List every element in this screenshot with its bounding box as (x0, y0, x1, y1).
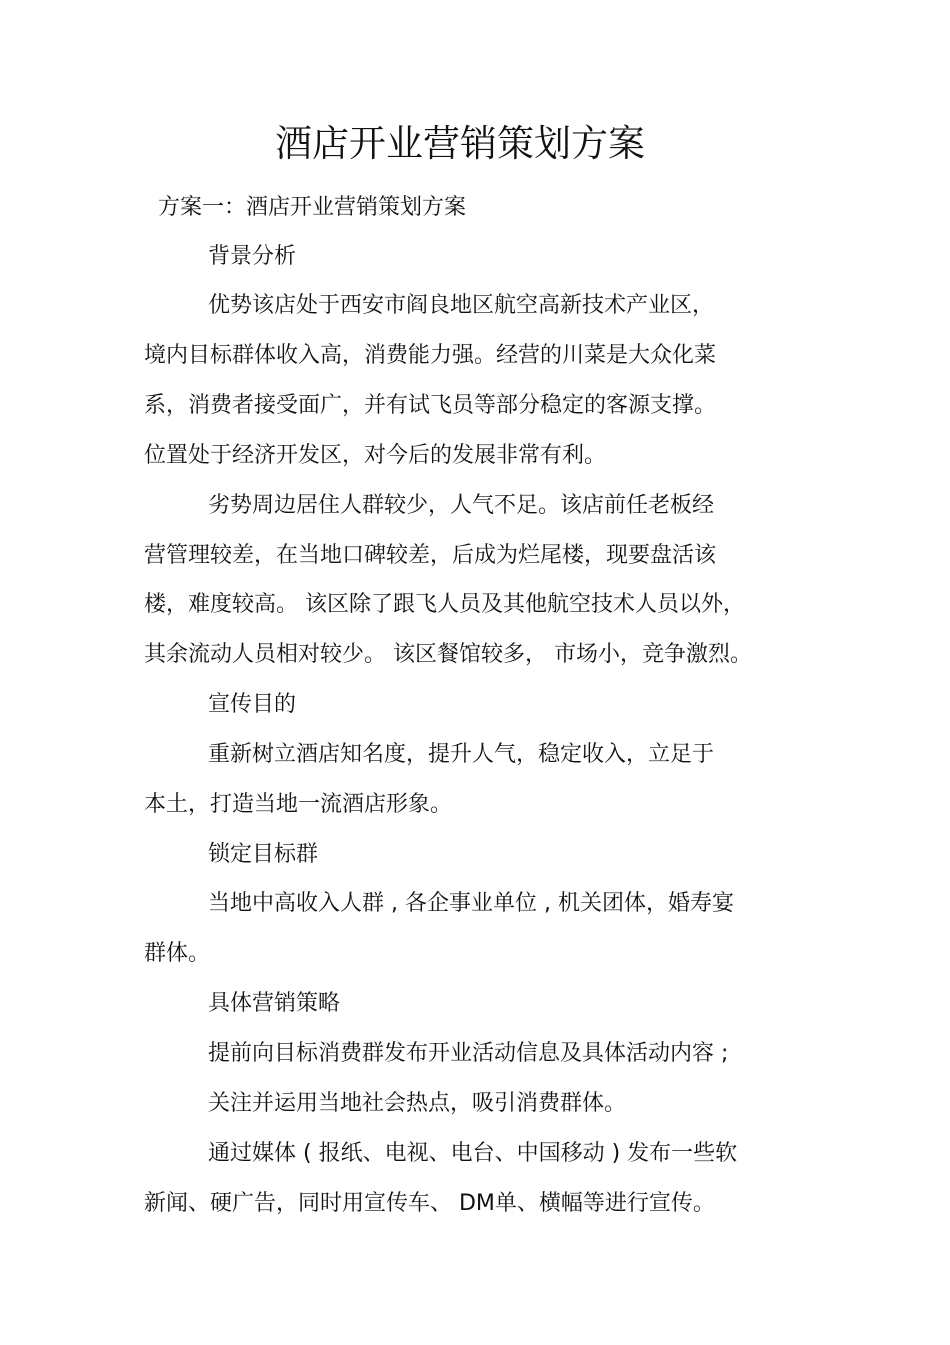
document-subtitle: 方案一：酒店开业营销策划方案 (158, 195, 467, 220)
paragraph-line: 境内目标群体收入高，消费能力强。经营的川菜是大众化菜 (144, 343, 717, 368)
section-heading-background: 背景分析 (208, 244, 297, 269)
paragraph-line: 提前向目标消费群发布开业活动信息及具体活动内容 ; (208, 1041, 729, 1066)
paragraph-line: 楼，难度较高。 该区除了跟飞人员及其他航空技术人员以外， (144, 592, 745, 617)
document-title: 酒店开业营销策划方案 (275, 122, 645, 165)
paragraph-line: 系，消费者接受面广，并有试飞员等部分稳定的客源支撑。 (144, 393, 717, 418)
section-heading-target: 锁定目标群 (208, 842, 319, 867)
paragraph-line: 优势该店处于西安市阎良地区航空高新技术产业区， (208, 293, 715, 318)
section-heading-purpose: 宣传目的 (208, 692, 297, 717)
paragraph-line: 当地中高收入人群 , 各企事业单位 , 机关团体，婚寿宴 (208, 891, 734, 916)
paragraph-line: 位置处于经济开发区，对今后的发展非常有利。 (144, 443, 607, 468)
paragraph-line: 关注并运用当地社会热点，吸引消费群体。 (208, 1091, 627, 1116)
section-heading-strategy: 具体营销策略 (208, 991, 341, 1016)
paragraph-line: 新闻、硬广告，同时用宣传车、 DM单、横幅等进行宣传。 (144, 1191, 715, 1216)
paragraph-line: 群体。 (144, 941, 211, 966)
paragraph-line: 劣势周边居住人群较少，人气不足。该店前任老板经 (208, 493, 715, 518)
paragraph-line: 其余流动人员相对较少。 该区餐馆较多， 市场小，竞争激烈。 (144, 642, 752, 667)
paragraph-line: 通过媒体 ( 报纸、电视、电台、中国移动 ) 发布一些软 (208, 1141, 738, 1166)
paragraph-line: 本土，打造当地一流酒店形象。 (144, 792, 453, 817)
paragraph-line: 营管理较差，在当地口碑较差，后成为烂尾楼，现要盘活该 (144, 543, 717, 568)
paragraph-line: 重新树立酒店知名度，提升人气，稳定收入，立足于 (208, 742, 715, 767)
